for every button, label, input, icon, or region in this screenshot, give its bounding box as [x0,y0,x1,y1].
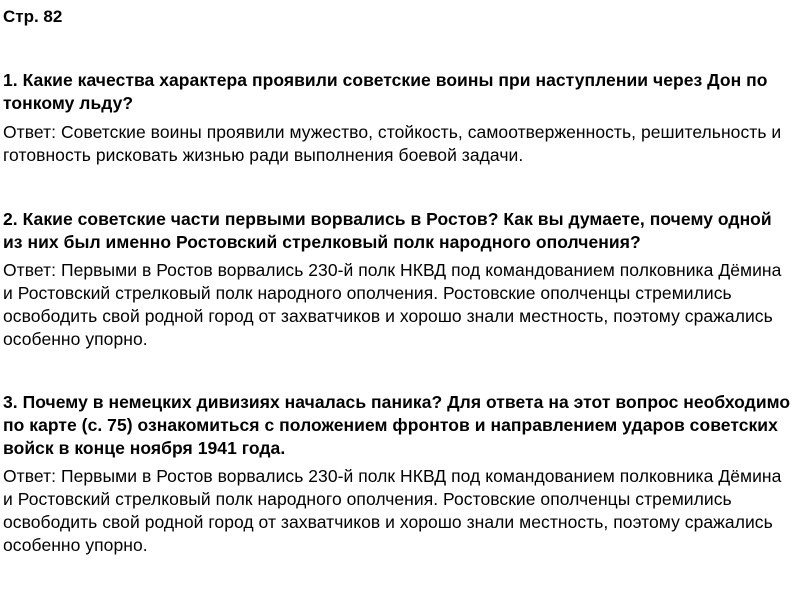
question-answer-block [3,391,796,557]
question-text: 3. Почему в немецких дивизиях началась паника? Для ответа на этот вопрос необходимо по карте (с. 75) ознакомиться с положением фронтов и направлением ударов советских войск в конце ноября 1941 года. [3,392,791,458]
answer-text: Ответ: Первыми в Ростов ворвались 230-й полк НКВД под командованием полковника Дёмина и Ростовский стрелковый полк народного ополчения. Ростовские ополченцы стремились освободить свой родной город от захватчиков и хорошо знали местность, поэтому сражались особенно упорно. [3,260,782,349]
question-answer-block [3,69,796,167]
question-answer-block [3,208,796,351]
answer-text: Ответ: Первыми в Ростов ворвались 230-й полк НКВД под командованием полковника Дёмина и Ростовский стрелковый полк народного ополчения. Ростовские ополченцы стремились освободить свой родной город от захватчиков и хорошо знали местность, поэтому сражались особенно упорно. [3,466,782,555]
question-text: 1. Какие качества характера проявили советские воины при наступлении через Дон по тонкому льду? [3,70,768,113]
question-text: 2. Какие советские части первыми ворвались в Ростов? Как вы думаете, почему одной из них был именно Ростовский стрелковый полк народного ополчения? [3,209,772,252]
answer-text: Ответ: Советские воины проявили мужество, стойкость, самоотверженность, решительность и готовность рисковать жизнью ради выполнения боевой задачи. [3,122,782,165]
page-number: Стр. 82 [3,7,63,26]
